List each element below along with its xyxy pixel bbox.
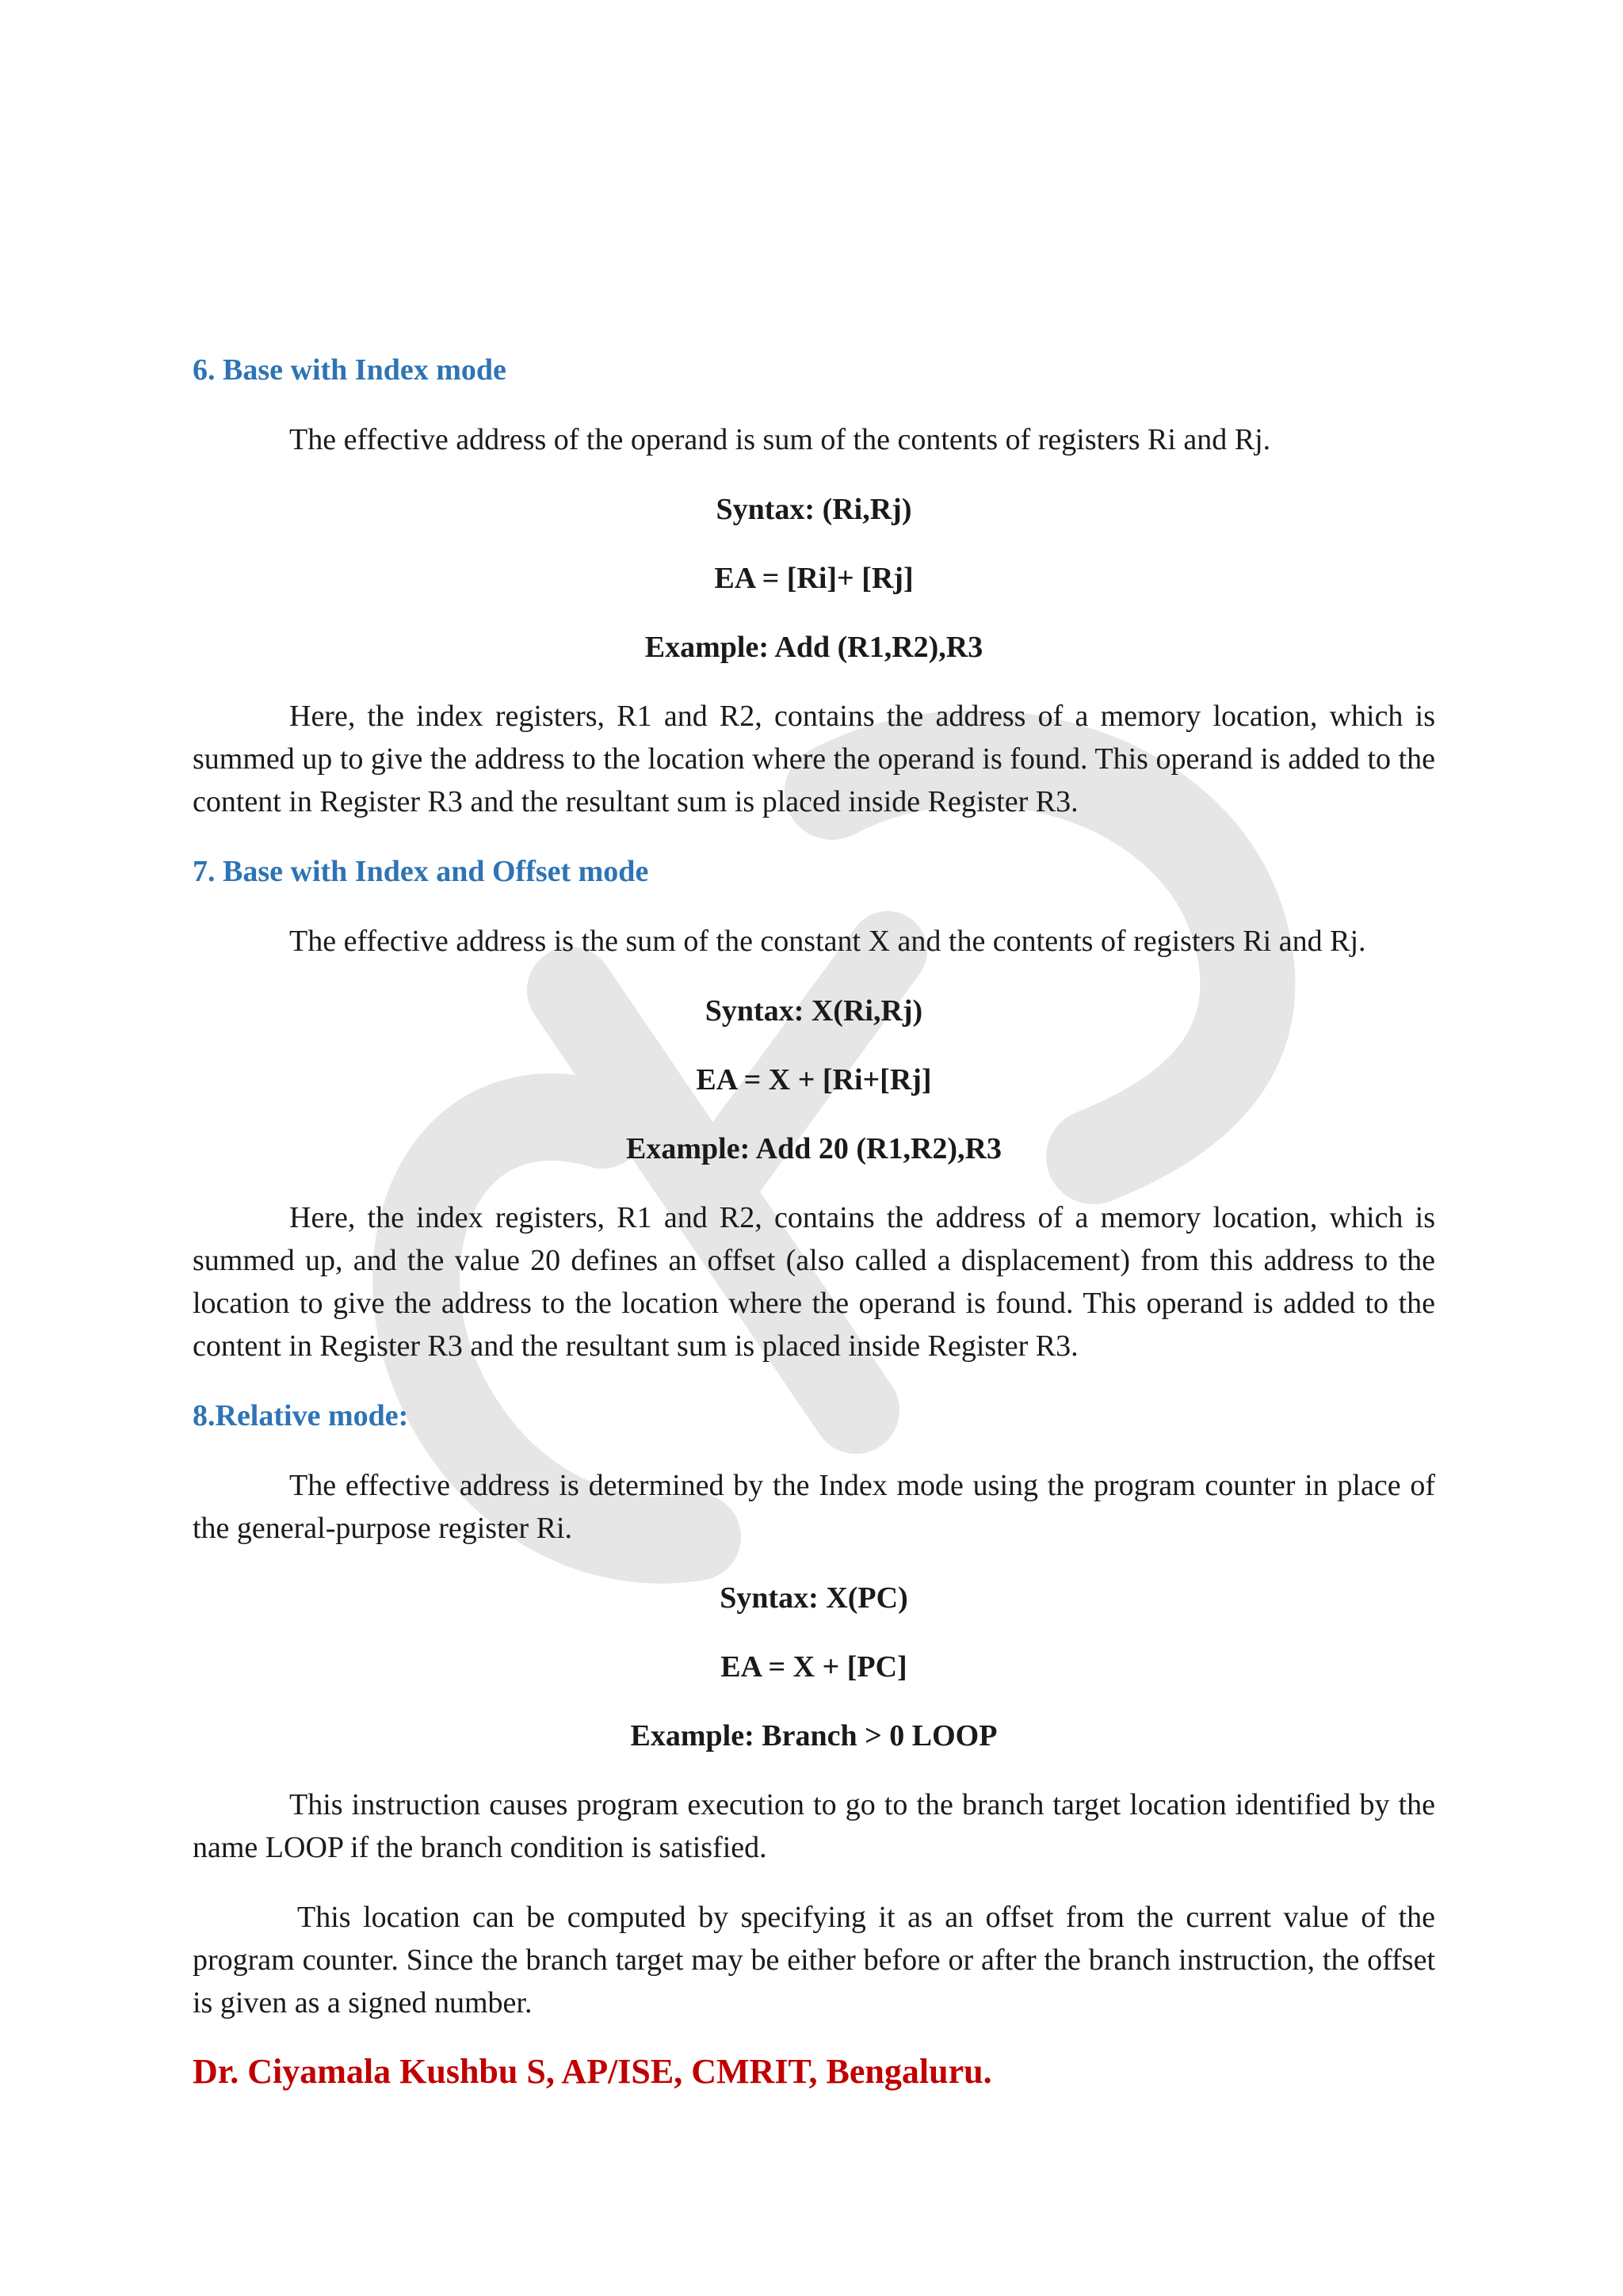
section-6-ea-formula: EA = [Ri]+ [Rj] bbox=[714, 562, 914, 595]
section-7-explanation: Here, the index registers, R1 and R2, contains the address of a memory location, which is summed up, and the value 20 defines an offset (also called a displacement) from this address to the location to give the address to the location where the operand is found. This operand is added to the content in Register R3 and the resultant sum is placed inside Register R3. bbox=[193, 1201, 1435, 1363]
section-8-syntax: Syntax: X(PC) bbox=[720, 1581, 908, 1615]
section-7-ea-formula: EA = X + [Ri+[Rj] bbox=[696, 1063, 932, 1097]
section-7-intro: The effective address is the sum of the constant X and the contents of registers Ri and Rj. bbox=[289, 925, 1366, 958]
section-8-explanation-2: This location can be computed by specifying it as an offset from the current value of the program counter. Since the branch target may be either before or after the branch instruction, the offset is given as a signed number. bbox=[193, 1901, 1435, 2019]
section-8-example: Example: Branch > 0 LOOP bbox=[630, 1719, 998, 1753]
section-7-syntax: Syntax: X(Ri,Rj) bbox=[705, 994, 923, 1028]
section-6-syntax: Syntax: (Ri,Rj) bbox=[716, 493, 912, 526]
section-8-explanation: This instruction causes program execution to go to the branch target location identified by the name LOOP if the branch condition is satisfied. bbox=[193, 1788, 1435, 1864]
section-6-heading: 6. Base with Index mode bbox=[193, 353, 506, 387]
section-8-intro: The effective address is determined by the Index mode using the program counter in place of the general-purpose register Ri. bbox=[193, 1469, 1435, 1545]
section-7-example: Example: Add 20 (R1,R2),R3 bbox=[626, 1132, 1002, 1165]
author-footer: Dr. Ciyamala Kushbu S, AP/ISE, CMRIT, Bengaluru. bbox=[193, 2052, 992, 2091]
section-6-explanation: Here, the index registers, R1 and R2, contains the address of a memory location, which is summed up to give the address to the location where the operand is found. This operand is added to the content in Register R3 and the resultant sum is placed inside Register R3. bbox=[193, 700, 1435, 818]
section-8-ea-formula: EA = X + [PC] bbox=[720, 1650, 907, 1684]
section-8-heading: 8.Relative mode: bbox=[193, 1399, 409, 1432]
section-6-example: Example: Add (R1,R2),R3 bbox=[644, 631, 983, 664]
document-body bbox=[193, 349, 1435, 2096]
section-7-heading: 7. Base with Index and Offset mode bbox=[193, 855, 649, 888]
section-6-intro: The effective address of the operand is sum of the contents of registers Ri and Rj. bbox=[289, 423, 1271, 456]
